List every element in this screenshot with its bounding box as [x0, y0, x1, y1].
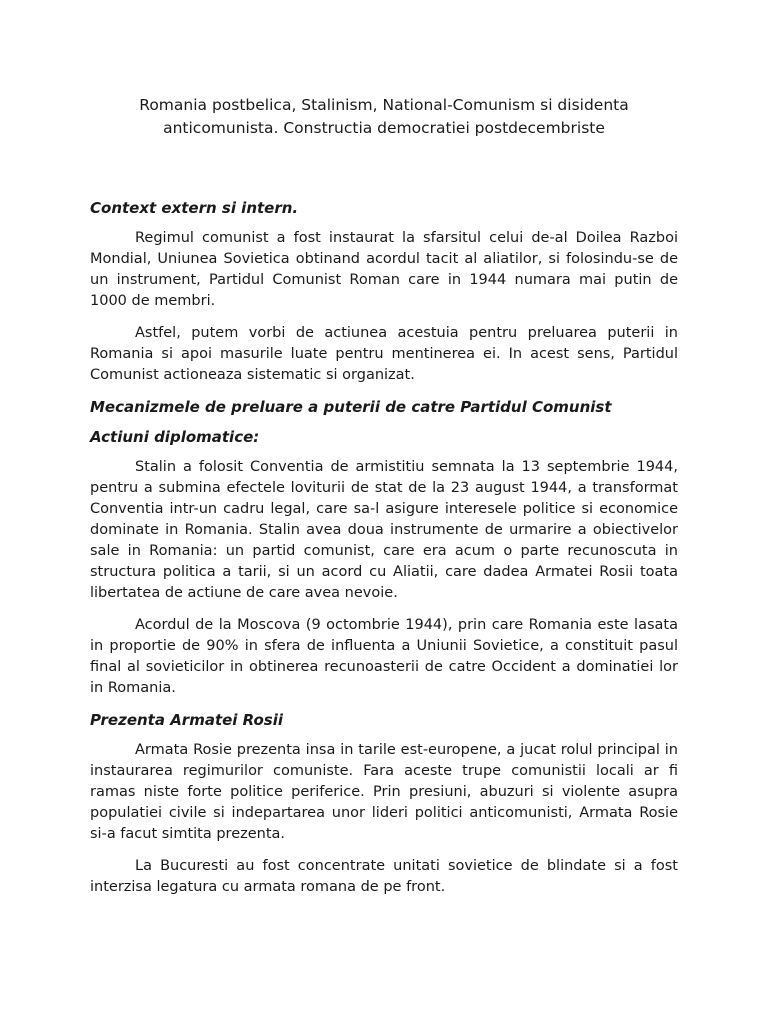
document-title: Romania postbelica, Stalinism, National-Comunism si disidenta anticomunista. Constructia democratiei postdecembriste — [139, 96, 629, 137]
section-diplomatic-actions — [90, 427, 678, 699]
section-heading: Actiuni diplomatice: — [90, 428, 260, 446]
paragraph: Acordul de la Moscova (9 octombrie 1944), prin care Romania este lasata in proportie de 90% in sfera de influenta a Uniunii Sovietice, a constituit pasul final al sovieticilor in obtinerea recunoasterii de catre Occident a dominatiei lor in Romania. — [90, 617, 678, 696]
section-heading: Mecanizmele de preluare a puterii de catre Partidul Comunist — [90, 398, 612, 416]
paragraph: Stalin a folosit Conventia de armistitiu semnata la 13 septembrie 1944, pentru a submina efectele loviturii de stat de la 23 august 1944, a transformat Conventia intr-un cadru legal, care sa-l asigure interesele politice si economice dominate in Romania. Stalin avea doua instrumente de urmarire a obiectivelor sale in Romania: un partid comunist, care era acum o parte recunoscuta in structura politica a tarii, si un acord cu Aliatii, care dadea Armatei Rosii toata libertatea de actiune de care avea nevoie. — [90, 459, 678, 601]
section-heading: Context extern si intern. — [90, 199, 299, 217]
section-context — [90, 198, 678, 386]
paragraph: La Bucuresti au fost concentrate unitati sovietice de blindate si a fost interzisa legatura cu armata romana de pe front. — [90, 858, 678, 895]
section-heading: Prezenta Armatei Rosii — [90, 711, 283, 729]
section-mechanisms — [90, 397, 678, 417]
paragraph: Astfel, putem vorbi de actiunea acestuia pentru preluarea puterii in Romania si apoi masurile luate pentru mentinerea ei. In acest sens, Partidul Comunist actioneaza sistematic si organizat. — [90, 325, 678, 383]
paragraph: Regimul comunist a fost instaurat la sfarsitul celui de-al Doilea Razboi Mondial, Uniunea Sovietica obtinand acordul tacit al aliatilor, si folosindu-se de un instrument, Partidul Comunist Roman care in 1944 numara mai putin de 1000 de membri. — [90, 230, 678, 309]
paragraph: Armata Rosie prezenta insa in tarile est-europene, a jucat rolul principal in instaurarea regimurilor comuniste. Fara aceste trupe comunistii locali ar fi ramas niste forte politice periferice. Prin presiuni, abuzuri si violente asupra populatiei civile si indepartarea unor lideri politici anticomunisti, Armata Rosie si-a facut simtita prezenta. — [90, 742, 678, 842]
section-red-army — [90, 710, 678, 898]
